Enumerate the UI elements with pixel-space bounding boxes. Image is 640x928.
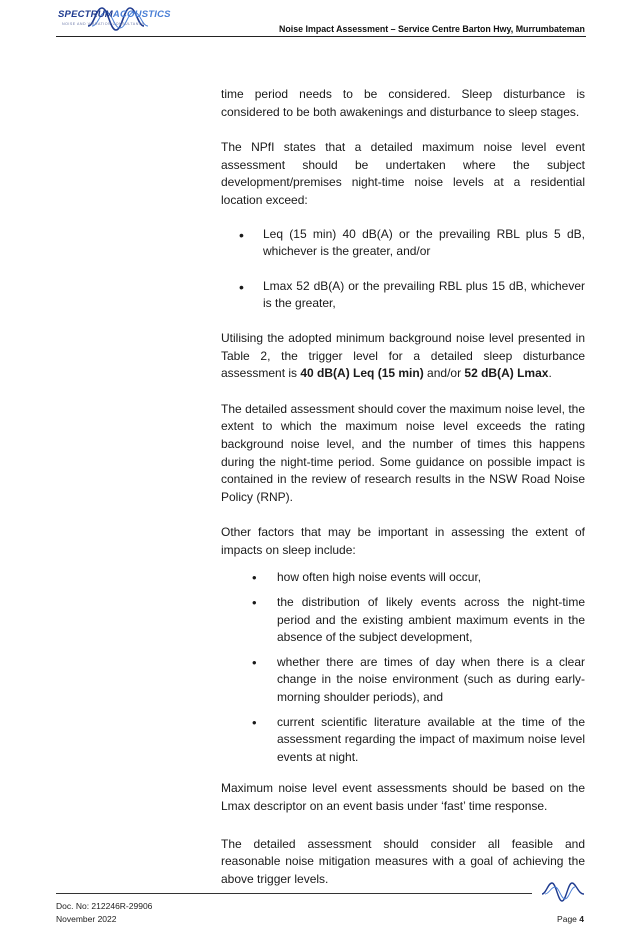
paragraph-other-factors: Other factors that may be important in assessing the extent of impacts on sleep include:	[221, 525, 585, 557]
list-item: • how often high noise events will occur,	[277, 569, 585, 587]
logo-tagline: NOISE AND VIBRATION CONSULTANTS	[62, 22, 145, 26]
company-logo	[56, 4, 171, 32]
document-date: November 2022	[56, 914, 117, 924]
sleep-factors-list	[221, 569, 585, 766]
page-number-value: 4	[579, 914, 584, 924]
paragraph-npfi-statement: The NPfI states that a detailed maximum noise level event assessment should be undertaken where the subject development/premises night-time noise levels at a residential location exceed:	[221, 140, 585, 207]
page-label: Page	[557, 914, 580, 924]
trigger-level-lead: Utilising the adopted minimum background noise level presented in Table 2, the trigger level for a detailed sleep disturbance assessment is	[221, 330, 585, 381]
paragraph-trigger-level	[221, 330, 585, 383]
paragraph-sleep-disturbance: time period needs to be considered. Sleep disturbance is considered to be both awakenings and disturbance to sleep stages.	[221, 87, 585, 119]
header-divider	[56, 36, 586, 37]
page-number	[557, 914, 584, 924]
logo-wordmark	[58, 9, 171, 20]
trigger-end: .	[548, 366, 552, 381]
list-item: • Lmax 52 dB(A) or the prevailing RBL plus 15 dB, whichever is the greater,	[263, 278, 585, 313]
logo-spectrum-text: SPECTRUM	[58, 9, 113, 20]
logo-acoustics-text: ACOUSTICS	[112, 9, 171, 20]
paragraph-lmax-descriptor: Maximum noise level event assessments should be based on the Lmax descriptor on an event basis under ‘fast’ time response.	[221, 781, 585, 813]
document-number: Doc. No: 212246R-29906	[56, 901, 153, 911]
paragraph-mitigation: The detailed assessment should consider all feasible and reasonable noise mitigation measures with a goal of achieving the above trigger levels.	[221, 836, 585, 886]
list-item: • the distribution of likely events across the night-time period and the existing ambient maximum events in the absence of the subject development,	[277, 594, 585, 647]
document-header-title: Noise Impact Assessment – Service Centre Barton Hwy, Murrumbateman	[279, 24, 585, 35]
list-item: • Leq (15 min) 40 dB(A) or the prevailing RBL plus 5 dB, whichever is the greater, and/or	[263, 226, 585, 261]
list-item: • current scientific literature available at the time of the assessment regarding the impact of maximum noise level events at night.	[277, 714, 585, 767]
trigger-criteria-list	[221, 226, 585, 313]
trigger-connector: and/or	[423, 366, 465, 381]
list-item: • whether there are times of day when there is a clear change in the noise environment (such as during early-morning shoulder periods), and	[277, 654, 585, 707]
footer-divider	[56, 893, 532, 894]
trigger-leq-value: 40 dB(A) Leq (15 min)	[300, 366, 424, 381]
document-body	[221, 86, 585, 904]
paragraph-detailed-assessment: The detailed assessment should cover the maximum noise level, the extent to which the maximum noise level exceeds the rating background noise level, and the number of times this happens during the night-time period. Some guidance on possible impact is contained in the review of research results in the NSW Road Noise Policy (RNP).	[221, 401, 585, 504]
trigger-lmax-value: 52 dB(A) Lmax	[464, 366, 549, 381]
footer-waveform-icon	[540, 880, 586, 904]
